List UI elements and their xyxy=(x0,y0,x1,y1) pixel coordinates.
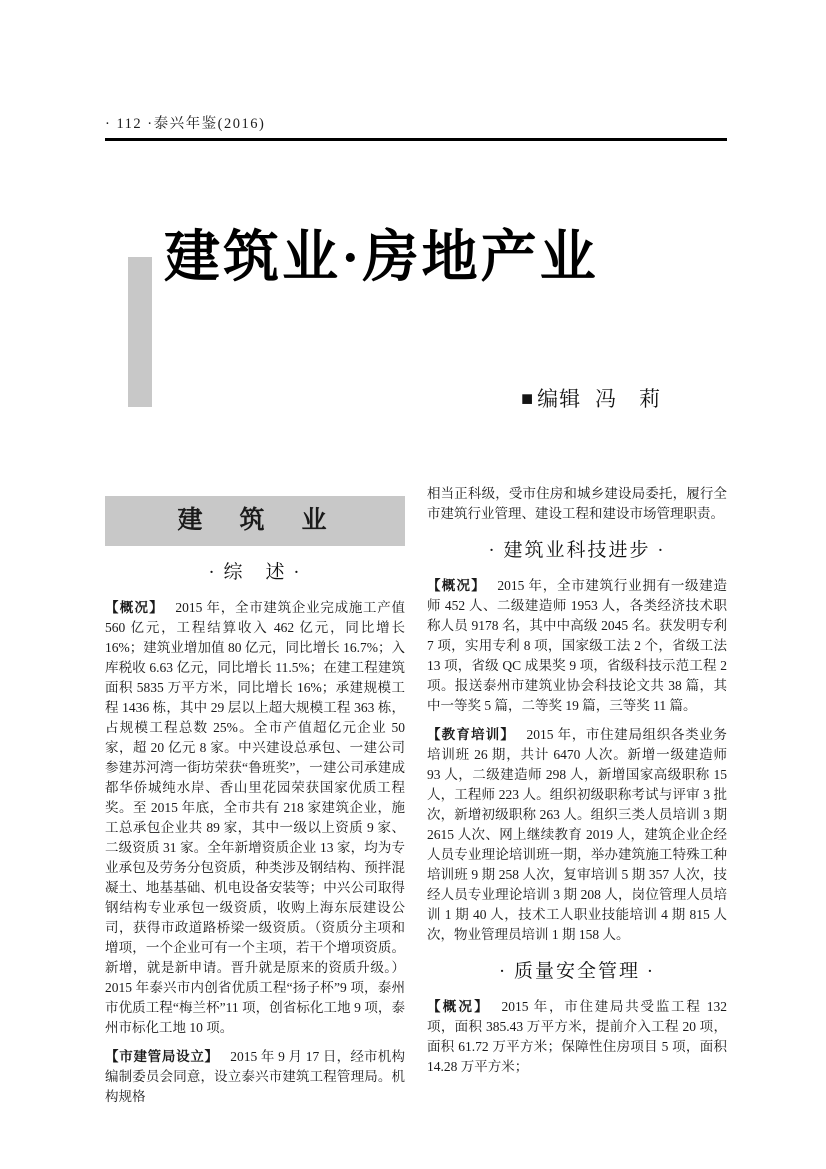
left-column xyxy=(105,496,405,1107)
editor-credit xyxy=(521,385,661,414)
paragraph-tech-overview xyxy=(427,576,727,716)
editor-label: 编辑 xyxy=(537,387,582,411)
square-bullet-icon: ■ xyxy=(521,388,535,410)
paragraph-label: 【概况】 xyxy=(105,600,164,615)
running-head: · 112 ·泰兴年鉴(2016) xyxy=(105,116,266,132)
paragraph-text: 2015 年 9 月 17 日，经市机构编制委员会同意，设立泰兴市建筑工程管理局。机构规格 xyxy=(105,1049,406,1104)
paragraph-continuation: 相当正科级，受市住房和城乡建设局委托，履行全市建筑行业管理、建设工程和建设市场管理职责。 xyxy=(427,486,727,521)
right-column xyxy=(427,484,727,1077)
section-header-label: 建 筑 业 xyxy=(177,507,333,534)
subsection-overview: · 综 述 · xyxy=(208,562,302,583)
subsection-tech-progress: · 建筑业科技进步 · xyxy=(488,540,666,561)
title-bar-decoration xyxy=(128,257,152,407)
paragraph-text: 2015 年，市住建局共受监工程 132 项，面积 385.43 万平方米，提前介入工程 20 项，面积 61.72 万平方米；保障性住房项目 5 项，面积 14.28 万平方米； xyxy=(427,999,728,1074)
subsection-quality-safety: · 质量安全管理 · xyxy=(498,961,656,982)
paragraph-text: 2015 年，全市建筑企业完成施工产值 560 亿元，工程结算收入 462 亿元，同比增长 16%；建筑业增加值 80 亿元，同比增长 16.7%；入库税收 6.63 亿元，同比增长 11.5%；在建工程建筑面积 5835 万平方米，同比增长 16%；承建规模工程 1436 栋，其中 29 层以上超大规模工程 363 栋，占规模工程总数 25%。全市产值超亿元企业 50 家，超 20 亿元 8 家。中兴建设总承包、一建公司参建苏河湾一街坊荣获“鲁班奖”，一建公司承建成都华侨城纯水岸、香山里花园荣获国家优质工程奖。至 2015 年底，全市共有 218 家建筑企业，施工总承包企业共 89 家，其中一级以上资质 9 家、二级资质 31 家。全年新增资质企业 13 家，均为专业承包及劳务分包资质，种类涉及钢结构、预拌混凝土、地基基础、机电设备安装等；中兴公司取得钢结构专业承包一级资质，收购上海东辰建设公司，获得市政道路桥梁一级资质。（资质分主项和增项，一个企业可有一个主项，若干个增项资质。新增，就是新申请。晋升就是原来的资质升级。）2015 年泰兴市内创省优质工程“扬子杯”9 项，泰州市优质工程“梅兰杯”11 项，创省标化工地 9 项，泰州市标化工地 10 项。 xyxy=(105,600,406,1035)
editor-name: 冯 莉 xyxy=(595,387,662,411)
paragraph-label: 【概况】 xyxy=(427,999,491,1014)
paragraph-overview xyxy=(105,598,405,1038)
paragraph-bureau-establishment xyxy=(105,1047,405,1107)
paragraph-text: 2015 年，全市建筑行业拥有一级建造师 452 人、二级建造师 1953 人，各类经济技术职称人员 9178 名，其中中高级 2045 名。获发明专利 7 项，实用专利 8 项，国家级工法 2 个，省级工法 13 项，省级 QC 成果奖 9 项，省级科技示范工程 2 项。报送泰州市建筑业协会科技论文共 38 篇，其中一等奖 5 篇，二等奖 19 篇，三等奖 11 篇。 xyxy=(427,578,728,713)
page-title: 建筑业·房地产业 xyxy=(164,227,599,289)
paragraph-label: 【概况】 xyxy=(427,578,486,593)
paragraph-text: 2015 年，市住建局组织各类业务培训班 26 期，共计 6470 人次。新增一级建造师 93 人，二级建造师 298 人，新增国家高级职称 15 人，工程师 223 人。组织初级职称考试与评审 3 批次，新增初级职称 263 人。组织三类人员培训 3 期 2615 人次、网上继续教育 2019 人，建筑企业企经人员专业理论培训班一期，举办建筑施工特殊工种培训班 9 期 258 人次，复审培训 5 期 357 人次，技经人员专业理论培训 3 期 208 人，岗位管理人员培训 1 期 40 人，技术工人职业技能培训 4 期 815 人次，物业管理员培训 1 期 158 人。 xyxy=(427,727,728,942)
section-header-construction xyxy=(105,496,405,546)
header-rule xyxy=(105,138,727,141)
paragraph-label: 【教育培训】 xyxy=(427,727,516,742)
paragraph-quality-overview xyxy=(427,997,727,1077)
paragraph-label: 【市建管局设立】 xyxy=(105,1049,219,1064)
paragraph-education-training xyxy=(427,725,727,945)
